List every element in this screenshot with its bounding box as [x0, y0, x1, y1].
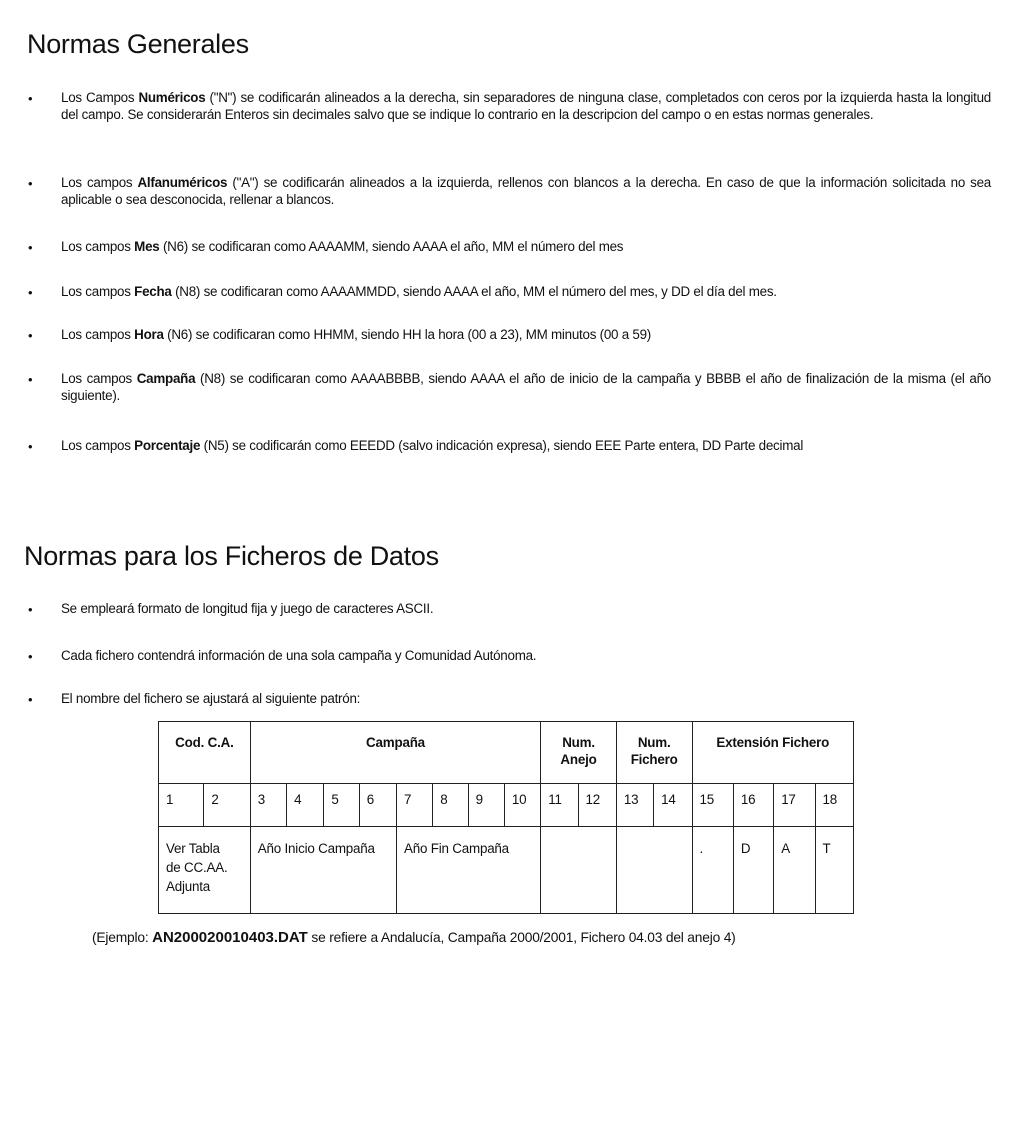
rule-text-segment: (N6) se codificaran como AAAAMM, siendo AAAA el año, MM el número del mes — [159, 239, 624, 254]
rule-text-segment: Los campos — [61, 327, 135, 342]
rule-text-segment: (N8) se codificaran como AAAAMMDD, siendo AAAA el año, MM el número del mes, y DD el día del mes. — [171, 284, 777, 299]
pattern-position-cell: 18 — [815, 784, 853, 827]
pattern-position-cell: 9 — [468, 784, 504, 827]
rule-keyword: Hora — [134, 327, 164, 342]
rule-text — [61, 370, 991, 404]
rule-text — [61, 600, 991, 617]
pattern-position-cell: 8 — [433, 784, 468, 827]
pattern-position-cell: 5 — [324, 784, 359, 827]
pattern-header-row — [159, 722, 854, 784]
bullet-icon: • — [28, 439, 33, 454]
rule-text-segment: Los campos — [61, 175, 138, 190]
example-prefix: (Ejemplo: — [92, 930, 153, 945]
pattern-position-cell: 7 — [397, 784, 433, 827]
pattern-position-row — [159, 784, 854, 827]
pattern-description-cell — [541, 827, 617, 914]
pattern-description-cell: Año Fin Campaña — [397, 827, 541, 914]
pattern-position-cell: 6 — [359, 784, 396, 827]
bullet-icon: • — [28, 602, 33, 617]
rule-keyword: Fecha — [134, 284, 172, 299]
pattern-position-cell: 14 — [654, 784, 692, 827]
rule-text — [61, 283, 991, 300]
example-note — [92, 929, 736, 946]
pattern-position-cell: 12 — [578, 784, 616, 827]
rule-text — [61, 437, 991, 454]
rule-keyword: Campaña — [136, 371, 196, 386]
rule-text — [61, 326, 991, 343]
pattern-position-cell: 13 — [616, 784, 653, 827]
rule-text-segment: Los campos — [61, 284, 135, 299]
pattern-description-cell: . — [692, 827, 733, 914]
rule-text-segment: Cada fichero contendrá información de una sola campaña y Comunidad Autónoma. — [61, 648, 537, 663]
rule-keyword: Mes — [134, 239, 160, 254]
bullet-icon: • — [28, 91, 33, 106]
rule-text — [61, 647, 991, 664]
rule-keyword: Alfanuméricos — [137, 175, 228, 190]
filename-pattern-table — [158, 721, 854, 914]
bullet-icon: • — [28, 285, 33, 300]
pattern-header-cell: Extensión Fichero — [692, 722, 854, 784]
pattern-header-cell: Cod. C.A. — [159, 722, 251, 784]
rule-text-segment: (N8) se codificaran como AAAABBBB, siendo AAAA el año de inicio de la campaña y BBBB el año de finalización de la misma (el año siguiente). — [61, 371, 991, 403]
bullet-icon: • — [28, 240, 33, 255]
rule-text — [61, 690, 991, 707]
pattern-header-cell: Num. Anejo — [541, 722, 617, 784]
rule-text — [61, 238, 991, 255]
bullet-icon: • — [28, 176, 33, 191]
rule-text-segment: (N5) se codificarán como EEEDD (salvo indicación expresa), siendo EEE Parte entera, DD Parte decimal — [200, 438, 804, 453]
rule-text-segment: Los campos — [61, 438, 135, 453]
bullet-icon: • — [28, 692, 33, 707]
pattern-description-row — [159, 827, 854, 914]
example-suffix: se refiere a Andalucía, Campaña 2000/2001, Fichero 04.03 del anejo 4) — [307, 930, 736, 945]
example-filename: AN200020010403.DAT — [152, 929, 308, 946]
pattern-position-cell: 4 — [287, 784, 324, 827]
pattern-description-cell: Año Inicio Campaña — [250, 827, 396, 914]
pattern-position-cell: 11 — [541, 784, 578, 827]
section-title-normas-generales: Normas Generales — [27, 29, 249, 59]
rule-text-segment: Los campos — [61, 239, 135, 254]
bullet-icon: • — [28, 649, 33, 664]
section-title-normas-ficheros: Normas para los Ficheros de Datos — [24, 541, 439, 571]
bullet-icon: • — [28, 372, 33, 387]
pattern-position-cell: 3 — [250, 784, 286, 827]
pattern-position-cell: 1 — [159, 784, 204, 827]
rule-text-segment: El nombre del fichero se ajustará al siguiente patrón: — [61, 691, 361, 706]
pattern-header-cell: Num. Fichero — [616, 722, 692, 784]
rule-text-segment: Los Campos — [61, 90, 139, 105]
pattern-description-cell: A — [774, 827, 815, 914]
rule-keyword: Porcentaje — [134, 438, 201, 453]
bullet-icon: • — [28, 328, 33, 343]
pattern-description-cell: Ver Tabla de CC.AA. Adjunta — [159, 827, 251, 914]
rule-keyword: Numéricos — [138, 90, 206, 105]
pattern-description-cell: D — [733, 827, 773, 914]
rule-text-segment: (N6) se codificaran como HHMM, siendo HH la hora (00 a 23), MM minutos (00 a 59) — [163, 327, 651, 342]
pattern-position-cell: 2 — [204, 784, 250, 827]
pattern-position-cell: 15 — [692, 784, 733, 827]
rule-text-segment: Se empleará formato de longitud fija y juego de caracteres ASCII. — [61, 601, 434, 616]
rule-text-segment: ("N") se codificarán alineados a la derecha, sin separadores de ninguna clase, completados con ceros por la izquierda hasta la longitud del campo. Se considerarán Enteros sin decimales salvo que se indique lo contrario en la descripcion del campo o en estas normas generales. — [61, 90, 991, 122]
pattern-position-cell: 16 — [733, 784, 773, 827]
pattern-header-cell: Campaña — [250, 722, 540, 784]
pattern-description-cell: T — [815, 827, 853, 914]
rule-text-segment: Los campos — [61, 371, 137, 386]
pattern-position-cell: 10 — [504, 784, 540, 827]
rule-text-segment: ("A") se codificarán alineados a la izquierda, rellenos con blancos a la derecha. En caso de que la información solicitada no sea aplicable o sea desconocida, rellenar a blancos. — [61, 175, 992, 207]
pattern-description-cell — [616, 827, 692, 914]
pattern-position-cell: 17 — [774, 784, 815, 827]
rule-text — [61, 89, 991, 123]
rule-text — [61, 174, 991, 208]
